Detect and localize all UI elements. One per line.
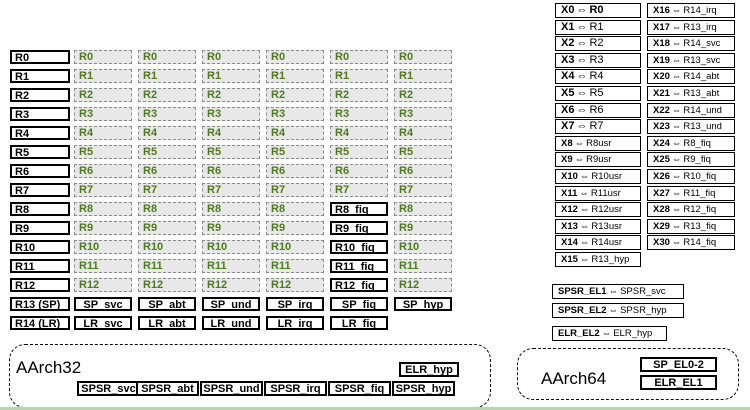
mapping-x-register: X22 xyxy=(653,104,670,116)
mapping-entry xyxy=(647,219,735,234)
mapping-arrow: ⇔ xyxy=(671,38,682,50)
shared-register: R9 xyxy=(394,221,452,235)
mapping-entry xyxy=(555,169,641,184)
mapping-entry xyxy=(555,152,641,167)
mapping-r-register: R11usr xyxy=(590,187,621,199)
base-register: R5 xyxy=(10,145,70,159)
aarch64-register: ELR_EL1 xyxy=(640,375,717,390)
shared-register: R4 xyxy=(138,126,196,140)
mapping-x-register: X23 xyxy=(653,121,670,133)
mapping-arrow: ⇔ xyxy=(601,328,612,339)
shared-register: R2 xyxy=(202,88,260,102)
mapping-r-register: R8_fiq xyxy=(683,137,711,149)
shared-register: R9 xyxy=(266,221,324,235)
mapping-arrow: ⇔ xyxy=(579,171,590,182)
shared-register: R12 xyxy=(138,278,196,292)
mapping-entry xyxy=(555,119,641,134)
mapping-x-register: X1 xyxy=(561,20,575,33)
shared-register: R8 xyxy=(202,202,260,216)
mapping-arrow: ⇔ xyxy=(608,305,619,316)
mapping-arrow: ⇔ xyxy=(671,5,682,16)
mapping-arrow: ⇔ xyxy=(671,121,682,133)
mapping-x-register: X28 xyxy=(653,204,670,216)
banked-register: SP_svc xyxy=(74,297,132,311)
mapping-entry xyxy=(647,103,735,118)
mapping-r-register: R13_und xyxy=(683,121,722,133)
shared-register: R3 xyxy=(266,107,324,121)
mapping-r-register: R0 xyxy=(589,4,604,16)
banked-register: LR_svc xyxy=(74,316,132,330)
banked-register: SP_irq xyxy=(266,297,324,311)
mapping-r-register: SPSR_svc xyxy=(620,286,666,297)
spsr-register: SPSR_und xyxy=(200,381,263,396)
mapping-arrow: ⇔ xyxy=(671,154,682,166)
shared-register: R2 xyxy=(394,88,452,102)
mapping-entry xyxy=(555,186,641,201)
shared-register: R11 xyxy=(266,259,324,273)
mapping-arrow: ⇔ xyxy=(579,204,590,216)
shared-register: R2 xyxy=(138,88,196,102)
mapping-x-register: X26 xyxy=(653,171,670,182)
shared-register: R6 xyxy=(394,164,452,178)
banked-register: SP_hyp xyxy=(394,297,452,311)
mapping-r-register: SPSR_hyp xyxy=(620,305,667,316)
banked-register: LR_und xyxy=(202,316,260,330)
mapping-x-register: X21 xyxy=(653,88,670,99)
mapping-x-register: X25 xyxy=(653,154,670,166)
mapping-entry xyxy=(552,326,667,341)
mapping-x-register: X3 xyxy=(561,53,575,66)
mapping-x-register: X6 xyxy=(561,103,575,116)
mapping-r-register: R1 xyxy=(589,20,604,33)
base-register: R9 xyxy=(10,221,70,235)
mapping-entry xyxy=(647,186,735,201)
shared-register: R11 xyxy=(138,259,196,273)
shared-register: R7 xyxy=(266,183,324,197)
shared-register: R9 xyxy=(138,221,196,235)
mapping-entry xyxy=(647,20,735,35)
base-register: R11 xyxy=(10,259,70,273)
mapping-entry xyxy=(555,235,641,250)
mapping-r-register: R8usr xyxy=(586,137,612,149)
mapping-r-register: R14_fiq xyxy=(683,237,717,249)
shared-register: R3 xyxy=(330,107,388,121)
shared-register: R2 xyxy=(266,88,324,102)
mapping-x-register: X19 xyxy=(653,54,670,66)
shared-register: R11 xyxy=(74,259,132,273)
shared-register: R9 xyxy=(202,221,260,235)
mapping-x-register: X17 xyxy=(653,21,670,33)
base-register: R12 xyxy=(10,278,70,292)
base-register: R4 xyxy=(10,126,70,140)
mapping-entry xyxy=(555,3,641,18)
banked-register: SP_und xyxy=(202,297,260,311)
mapping-arrow: ⇔ xyxy=(671,187,682,199)
aarch64-register: SP_EL0-2 xyxy=(640,357,717,372)
mapping-arrow: ⇔ xyxy=(576,103,588,116)
mapping-entry xyxy=(555,86,641,101)
shared-register: R6 xyxy=(202,164,260,178)
base-register: R8 xyxy=(10,202,70,216)
mapping-entry xyxy=(647,53,735,68)
mapping-arrow: ⇔ xyxy=(671,137,682,149)
mapping-entry xyxy=(647,202,735,217)
mapping-arrow: ⇔ xyxy=(576,70,588,83)
mapping-x-register: X13 xyxy=(561,220,578,232)
shared-register: R0 xyxy=(394,50,452,64)
mapping-r-register: R12usr xyxy=(591,204,623,216)
shared-register: R7 xyxy=(202,183,260,197)
spsr-register: SPSR_irq xyxy=(264,381,327,396)
mapping-entry xyxy=(555,252,641,267)
mapping-x-register: X18 xyxy=(653,38,670,50)
shared-register: R1 xyxy=(266,69,324,83)
mapping-entry xyxy=(555,202,641,217)
shared-register: R5 xyxy=(266,145,324,159)
shared-register: R0 xyxy=(330,50,388,64)
shared-register: R4 xyxy=(330,126,388,140)
mapping-r-register: R14usr xyxy=(591,237,623,249)
shared-register: R0 xyxy=(74,50,132,64)
shared-register: R2 xyxy=(330,88,388,102)
mapping-arrow: ⇔ xyxy=(671,88,682,99)
base-register: R3 xyxy=(10,107,70,121)
mapping-arrow: ⇔ xyxy=(576,4,588,16)
mapping-entry xyxy=(555,69,641,84)
mapping-r-register: R9_fiq xyxy=(683,154,711,166)
spsr-register: SPSR_svc xyxy=(77,381,140,396)
mapping-r-register: R5 xyxy=(589,87,604,99)
banked-register: R10_fiq xyxy=(330,240,388,254)
mapping-x-register: X2 xyxy=(561,37,575,50)
base-register: R2 xyxy=(10,88,70,102)
shared-register: R5 xyxy=(202,145,260,159)
mapping-r-register: R9usr xyxy=(586,154,612,166)
mapping-x-register: X15 xyxy=(561,254,578,265)
mapping-x-register: X27 xyxy=(653,187,670,199)
shared-register: R12 xyxy=(394,278,452,292)
shared-register: R12 xyxy=(202,278,260,292)
mapping-arrow: ⇔ xyxy=(671,237,682,249)
mapping-r-register: R13usr xyxy=(591,220,623,232)
mapping-r-register: R10_fiq xyxy=(683,171,717,182)
mapping-x-register: X29 xyxy=(653,220,670,232)
mapping-entry xyxy=(555,20,641,35)
mapping-entry xyxy=(555,136,641,151)
mapping-arrow: ⇔ xyxy=(576,20,588,33)
base-register: R6 xyxy=(10,164,70,178)
mapping-entry xyxy=(647,152,735,167)
shared-register: R8 xyxy=(138,202,196,216)
shared-register: R1 xyxy=(330,69,388,83)
mapping-entry xyxy=(647,3,735,18)
mapping-entry xyxy=(647,36,735,51)
mapping-x-register: X5 xyxy=(561,87,575,99)
mapping-arrow: ⇔ xyxy=(579,254,590,265)
shared-register: R4 xyxy=(202,126,260,140)
mapping-r-register: R13_fiq xyxy=(683,220,717,232)
shared-register: R7 xyxy=(330,183,388,197)
mapping-r-register: R7 xyxy=(589,120,604,133)
shared-register: R4 xyxy=(266,126,324,140)
mapping-arrow: ⇔ xyxy=(608,286,619,297)
mapping-arrow: ⇔ xyxy=(579,237,590,249)
mapping-r-register: ELR_hyp xyxy=(613,328,653,339)
shared-register: R10 xyxy=(74,240,132,254)
mapping-r-register: R10usr xyxy=(591,171,623,182)
mapping-entry xyxy=(552,284,684,299)
base-register: R0 xyxy=(10,50,70,64)
mapping-x-register: X30 xyxy=(653,237,670,249)
mapping-x-register: X8 xyxy=(561,137,573,149)
shared-register: R11 xyxy=(394,259,452,273)
mapping-r-register: R2 xyxy=(589,37,604,50)
mapping-x-register: X7 xyxy=(561,120,575,133)
mapping-arrow: ⇔ xyxy=(574,154,585,166)
aarch32-label: AArch32 xyxy=(16,358,82,377)
mapping-entry xyxy=(552,303,684,318)
shared-register: R1 xyxy=(74,69,132,83)
mapping-x-register: X4 xyxy=(561,70,575,83)
mapping-x-register: X24 xyxy=(653,137,670,149)
mapping-entry xyxy=(555,219,641,234)
mapping-x-register: SPSR_EL1 xyxy=(558,286,607,297)
base-register: R1 xyxy=(10,69,70,83)
shared-register: R3 xyxy=(74,107,132,121)
mapping-x-register: X12 xyxy=(561,204,578,216)
shared-register: R6 xyxy=(330,164,388,178)
shared-register: R8 xyxy=(394,202,452,216)
shared-register: R5 xyxy=(74,145,132,159)
mapping-x-register: X11 xyxy=(561,187,578,199)
shared-register: R6 xyxy=(266,164,324,178)
shared-register: R5 xyxy=(330,145,388,159)
aarch64-label: AArch64 xyxy=(541,369,607,388)
elr-register: ELR_hyp xyxy=(399,362,459,377)
mapping-arrow: ⇔ xyxy=(671,71,682,83)
mapping-r-register: R11_fiq xyxy=(683,187,716,199)
banked-register: LR_abt xyxy=(138,316,196,330)
shared-register: R1 xyxy=(202,69,260,83)
mapping-x-register: X20 xyxy=(653,71,670,83)
mapping-r-register: R14_svc xyxy=(683,38,721,50)
mapping-entry xyxy=(647,235,735,250)
shared-register: R2 xyxy=(74,88,132,102)
mapping-r-register: R6 xyxy=(589,103,604,116)
mapping-x-register: ELR_EL2 xyxy=(558,328,600,339)
banked-register: R9_fiq xyxy=(330,221,388,235)
shared-register: R6 xyxy=(74,164,132,178)
shared-register: R0 xyxy=(266,50,324,64)
mapping-r-register: R13_irq xyxy=(683,21,717,33)
mapping-arrow: ⇔ xyxy=(579,220,590,232)
mapping-arrow: ⇔ xyxy=(671,220,682,232)
shared-register: R0 xyxy=(138,50,196,64)
shared-register: R8 xyxy=(74,202,132,216)
mapping-entry xyxy=(647,119,735,134)
banked-register: R8_fiq xyxy=(330,202,388,216)
shared-register: R1 xyxy=(138,69,196,83)
spsr-register: SPSR_hyp xyxy=(392,381,455,396)
shared-register: R3 xyxy=(394,107,452,121)
mapping-x-register: X14 xyxy=(561,237,578,249)
mapping-arrow: ⇔ xyxy=(671,21,682,33)
mapping-r-register: R3 xyxy=(589,53,604,66)
shared-register: R4 xyxy=(394,126,452,140)
mapping-entry xyxy=(647,86,735,101)
mapping-arrow: ⇔ xyxy=(576,87,588,99)
mapping-x-register: X10 xyxy=(561,171,578,182)
base-register: R13 (SP) xyxy=(10,297,70,311)
shared-register: R10 xyxy=(202,240,260,254)
mapping-arrow: ⇔ xyxy=(579,187,589,199)
shared-register: R10 xyxy=(138,240,196,254)
banked-register: R12_fiq xyxy=(330,278,388,292)
mapping-r-register: R13_hyp xyxy=(591,254,630,265)
mapping-x-register: SPSR_EL2 xyxy=(558,305,607,316)
shared-register: R7 xyxy=(394,183,452,197)
mapping-r-register: R14_und xyxy=(683,104,722,116)
base-register: R7 xyxy=(10,183,70,197)
banked-register: SP_fiq xyxy=(330,297,388,311)
mapping-arrow: ⇔ xyxy=(671,204,682,216)
mapping-entry xyxy=(555,103,641,118)
mapping-entry xyxy=(647,136,735,151)
mapping-x-register: X0 xyxy=(561,4,575,16)
shared-register: R5 xyxy=(394,145,452,159)
shared-register: R3 xyxy=(202,107,260,121)
banked-register: LR_fiq xyxy=(330,316,388,330)
mapping-r-register: R12_fiq xyxy=(683,204,717,216)
mapping-x-register: X16 xyxy=(653,5,670,16)
shared-register: R10 xyxy=(266,240,324,254)
mapping-r-register: R14_abt xyxy=(683,71,720,83)
shared-register: R7 xyxy=(74,183,132,197)
mapping-arrow: ⇔ xyxy=(576,120,588,133)
mapping-r-register: R4 xyxy=(589,70,604,83)
shared-register: R6 xyxy=(138,164,196,178)
mapping-arrow: ⇔ xyxy=(576,53,588,66)
shared-register: R5 xyxy=(138,145,196,159)
banked-register: R11_fiq xyxy=(330,259,388,273)
shared-register: R11 xyxy=(202,259,260,273)
spsr-register: SPSR_abt xyxy=(136,381,199,396)
mapping-arrow: ⇔ xyxy=(671,171,682,182)
banked-register: LR_irq xyxy=(266,316,324,330)
banked-register: SP_abt xyxy=(138,297,196,311)
shared-register: R3 xyxy=(138,107,196,121)
shared-register: R1 xyxy=(394,69,452,83)
mapping-entry xyxy=(555,36,641,51)
shared-register: R8 xyxy=(266,202,324,216)
mapping-entry xyxy=(555,53,641,68)
shared-register: R12 xyxy=(266,278,324,292)
mapping-arrow: ⇔ xyxy=(671,54,682,66)
base-register: R14 (LR) xyxy=(10,316,70,330)
shared-register: R12 xyxy=(74,278,132,292)
mapping-x-register: X9 xyxy=(561,154,573,166)
mapping-entry xyxy=(647,69,735,84)
shared-register: R9 xyxy=(74,221,132,235)
mapping-r-register: R13_svc xyxy=(683,54,721,66)
shared-register: R7 xyxy=(138,183,196,197)
shared-register: R10 xyxy=(394,240,452,254)
spsr-register: SPSR_fiq xyxy=(328,381,391,396)
mapping-arrow: ⇔ xyxy=(576,37,588,50)
mapping-arrow: ⇔ xyxy=(574,137,585,149)
mapping-arrow: ⇔ xyxy=(671,104,682,116)
shared-register: R0 xyxy=(202,50,260,64)
mapping-entry xyxy=(647,169,735,184)
mapping-r-register: R14_irq xyxy=(683,5,717,16)
base-register: R10 xyxy=(10,240,70,254)
mapping-r-register: R13_abt xyxy=(683,88,720,99)
shared-register: R4 xyxy=(74,126,132,140)
